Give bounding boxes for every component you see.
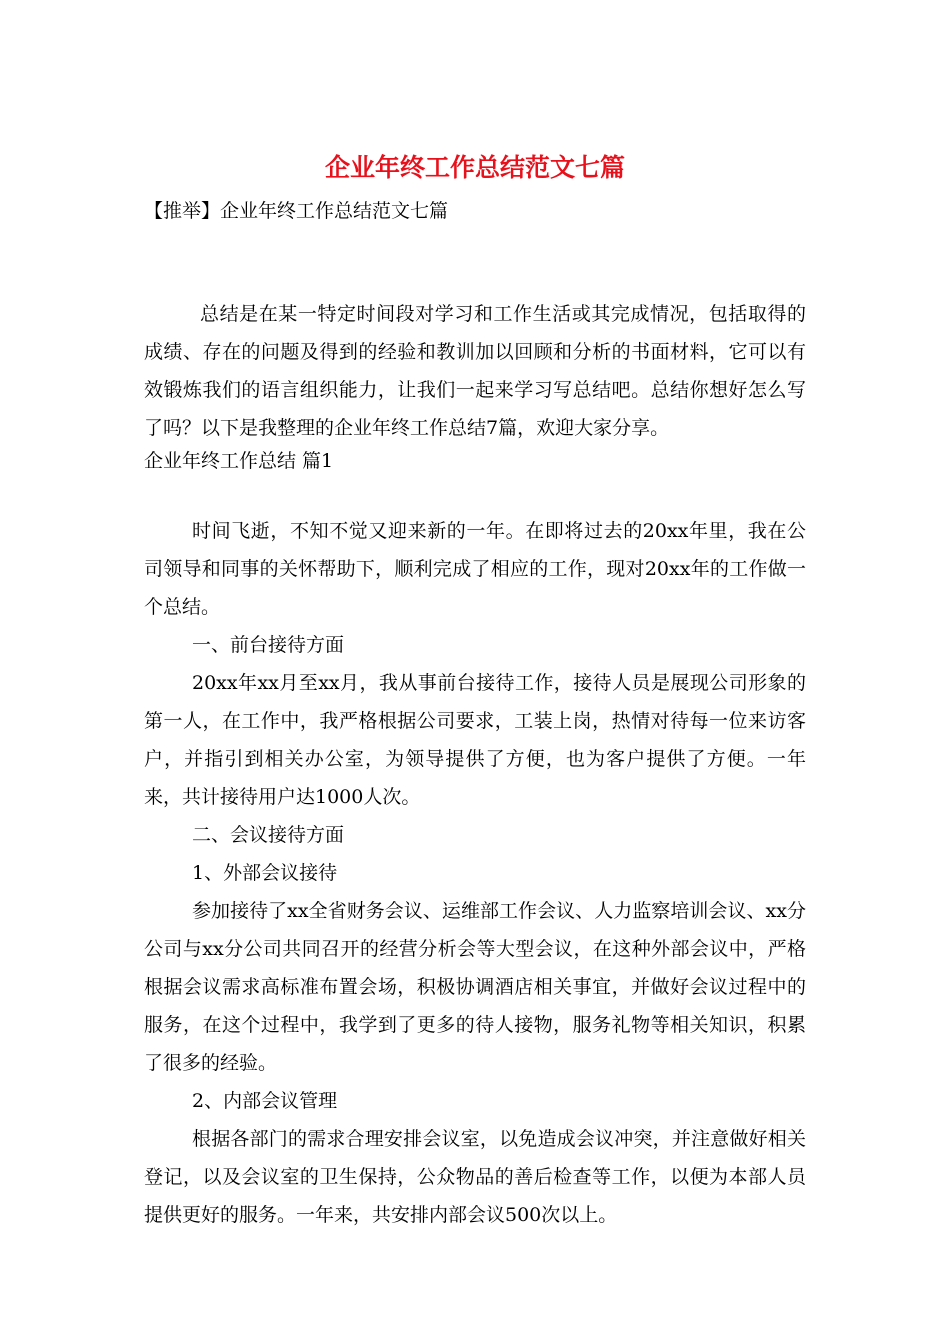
subheading: 一、前台接待方面 — [192, 634, 345, 656]
body-paragraph: 时间飞逝，不知不觉又迎来新的一年。在即将过去的20xx年里，我在公司领导和同事的关怀帮助下，顺利完成了相应的工作，现对20xx年的工作做一个总结。 — [144, 520, 806, 618]
section-body — [144, 512, 806, 1234]
document-title: 企业年终工作总结范文七篇 — [324, 153, 625, 182]
subheading: 2、内部会议管理 — [192, 1090, 338, 1112]
document-subtitle: 【推举】企业年终工作总结范文七篇 — [144, 200, 449, 222]
section-title: 企业年终工作总结 篇1 — [144, 450, 334, 472]
body-paragraph: 参加接待了xx全省财务会议、运维部工作会议、人力监察培训会议、xx分公司与xx分公司共同召开的经营分析会等大型会议，在这种外部会议中，严格根据会议需求高标准布置会场，积极协调酒店相关事宜，并做好会议过程中的服务，在这个过程中，我学到了更多的待人接物，服务礼物等相关知识，积累了很多的经验。 — [144, 900, 806, 1074]
body-paragraph: 根据各部门的需求合理安排会议室，以免造成会议冲突，并注意做好相关登记，以及会议室的卫生保持，公众物品的善后检查等工作，以便为本部人员提供更好的服务。一年来，共安排内部会议500次以上。 — [144, 1128, 806, 1226]
intro-paragraph: 总结是在某一特定时间段对学习和工作生活或其完成情况，包括取得的成绩、存在的问题及得到的经验和教训加以回顾和分析的书面材料，它可以有效锻炼我们的语言组织能力，让我们一起来学习写总结吧。总结你想好怎么写了吗？以下是我整理的企业年终工作总结7篇，欢迎大家分享。 — [144, 303, 806, 439]
subheading: 二、会议接待方面 — [192, 824, 345, 846]
body-paragraph: 20xx年xx月至xx月，我从事前台接待工作，接待人员是展现公司形象的第一人，在工作中，我严格根据公司要求，工装上岗，热情对待每一位来访客户，并指引到相关办公室，为领导提供了方便，也为客户提供了方便。一年来，共计接待用户达1000人次。 — [144, 672, 806, 808]
subheading: 1、外部会议接待 — [192, 862, 338, 884]
